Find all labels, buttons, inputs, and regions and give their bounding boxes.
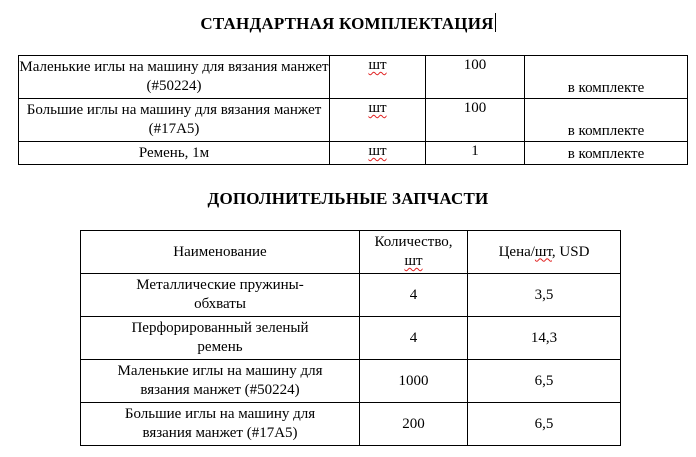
text-cursor — [495, 13, 496, 32]
note-cell: в комплекте — [525, 142, 688, 165]
item-name-line: вязания манжет (#50224) — [140, 382, 300, 398]
note-cell: в комплекте — [525, 56, 688, 99]
standard-equipment-table — [18, 55, 688, 165]
table-row — [81, 317, 621, 360]
item-name-line: Маленькие иглы на машину для — [117, 363, 323, 379]
spare-parts-title: ДОПОЛНИТЕЛЬНЫЕ ЗАПЧАСТИ — [207, 189, 489, 208]
quantity-cell: 1000 — [360, 360, 468, 403]
standard-equipment-title — [0, 13, 696, 34]
unit-text: шт — [368, 143, 387, 159]
quantity-cell: 100 — [426, 56, 525, 99]
table-row — [19, 99, 688, 142]
unit-text: шт — [368, 100, 387, 116]
table-row — [19, 56, 688, 99]
table-row — [81, 274, 621, 317]
item-name-line: Металлические пружины- — [136, 277, 304, 293]
table-header-row — [81, 231, 621, 274]
header-quantity-unit: шт — [404, 253, 423, 269]
quantity-cell: 4 — [360, 317, 468, 360]
item-name-cell — [81, 360, 360, 403]
header-price-label: Цена/ — [498, 243, 535, 260]
header-price-unit: шт — [534, 243, 552, 260]
quantity-cell: 200 — [360, 403, 468, 446]
header-name: Наименование — [81, 231, 360, 274]
item-name-cell — [81, 274, 360, 317]
header-price — [468, 231, 621, 274]
item-name-cell — [81, 403, 360, 446]
spare-parts-table — [80, 230, 621, 446]
price-cell: 6,5 — [468, 403, 621, 446]
item-name-cell: Ремень, 1м — [19, 142, 330, 165]
unit-cell — [330, 142, 426, 165]
unit-text: шт — [368, 57, 387, 73]
standard-equipment-title-text: СТАНДАРТНАЯ КОМПЛЕКТАЦИЯ — [200, 14, 494, 33]
note-cell: в комплекте — [525, 99, 688, 142]
item-name-cell: Большие иглы на машину для вязания манжет (#17А5) — [19, 99, 330, 142]
price-cell: 14,3 — [468, 317, 621, 360]
item-name-line: обхваты — [194, 296, 246, 312]
table-row — [81, 403, 621, 446]
item-name-line: ремень — [197, 339, 243, 355]
quantity-cell: 100 — [426, 99, 525, 142]
quantity-cell: 1 — [426, 142, 525, 165]
quantity-cell: 4 — [360, 274, 468, 317]
price-cell: 3,5 — [468, 274, 621, 317]
item-name-line: Большие иглы на машину для — [124, 406, 316, 422]
unit-cell — [330, 99, 426, 142]
item-name-line: Перфорированный зеленый — [131, 320, 309, 336]
header-quantity — [360, 231, 468, 274]
price-cell: 6,5 — [468, 360, 621, 403]
item-name-line: вязания манжет (#17А5) — [142, 425, 298, 441]
item-name-cell — [81, 317, 360, 360]
table-row — [81, 360, 621, 403]
header-price-currency: , USD — [551, 243, 590, 260]
unit-cell — [330, 56, 426, 99]
header-quantity-label: Количество, — [374, 234, 453, 250]
item-name-cell: Маленькие иглы на машину для вязания манжет (#50224) — [19, 56, 330, 99]
table-row — [19, 142, 688, 165]
